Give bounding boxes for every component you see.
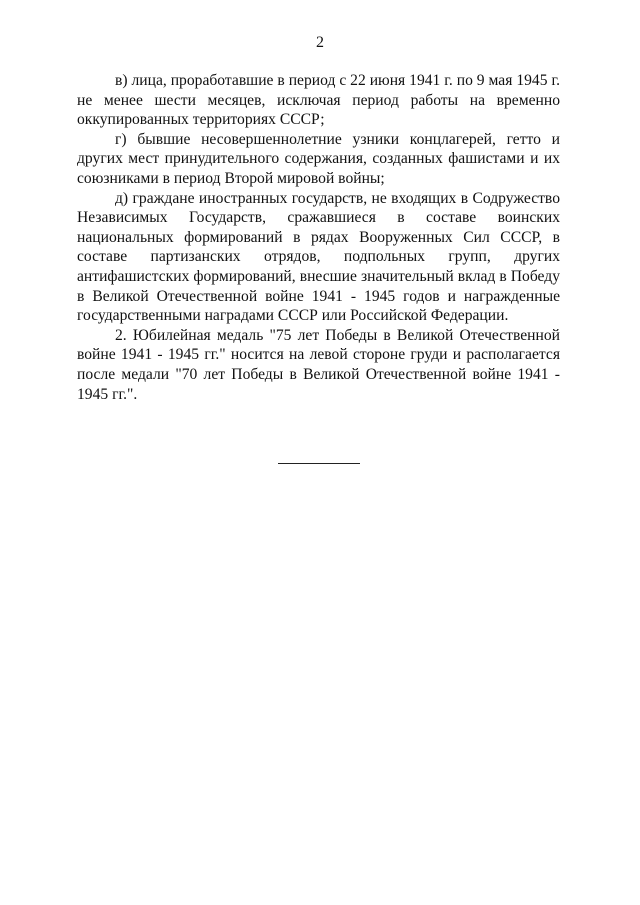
page-number: 2 — [316, 34, 324, 51]
closing-separator-line — [278, 463, 360, 464]
paragraph-item-g: г) бывшие несовершеннолетние узники концлагерей, гетто и других мест принудительного содержания, созданных фашистами и их союзниками в период Второй мировой войны; — [77, 130, 560, 187]
paragraph-item-v: в) лица, проработавшие в период с 22 июня 1941 г. по 9 мая 1945 г. не менее шести месяцев, исключая период работы на временно оккупированных территориях СССР; — [77, 72, 560, 129]
document-body — [77, 71, 560, 404]
paragraph-item-d: д) граждане иностранных государств, не входящих в Содружество Независимых Государств, сражавшиеся в составе воинских национальных формирований в рядах Вооруженных Сил СССР, в составе партизанских отрядов, подпольных групп, других антифашистских формирований, внесшие значительный вклад в Победу в Великой Отечественной войне 1941 - 1945 годов и награжденные государственными наградами СССР или Российской Федерации. — [77, 189, 560, 325]
paragraph-section-2: 2. Юбилейная медаль "75 лет Победы в Великой Отечественной войне 1941 - 1945 гг." носится на левой стороне груди и располагается после медали "70 лет Победы в Великой Отечественной войне 1941 - 1945 гг.". — [77, 326, 560, 403]
